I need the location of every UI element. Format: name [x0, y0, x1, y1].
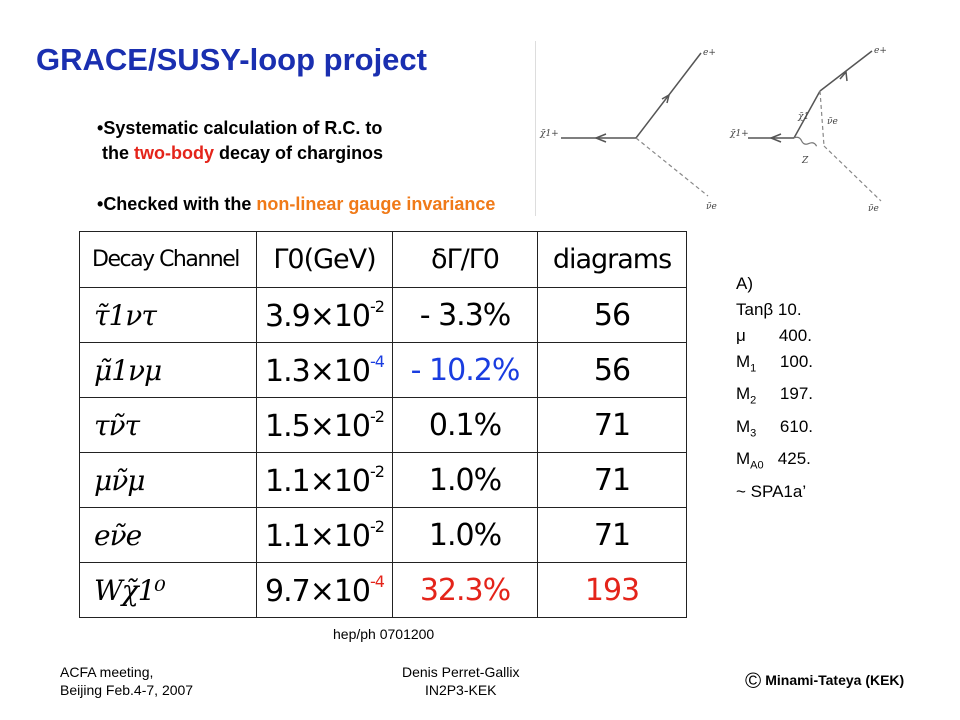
footer-center-line2: IN2P3-KEK — [424, 682, 497, 698]
param-m3-label: M — [736, 416, 751, 436]
param-ma0-value: 425. — [763, 449, 811, 469]
table-row — [80, 563, 687, 618]
label-snu-1: ν̃e — [706, 202, 717, 212]
param-m1 — [736, 349, 813, 381]
sneutrino-internal — [820, 91, 824, 146]
cell-gamma — [257, 453, 393, 508]
gamma-exponent: -2 — [370, 461, 384, 481]
footer-left — [60, 663, 193, 699]
sneutrino-line-2 — [824, 146, 881, 201]
param-mu: μ 400. — [736, 326, 812, 345]
table-row — [80, 288, 687, 343]
header-dgamma: δΓ/Γ0 — [393, 232, 538, 288]
gamma-mantissa: 1.1×10 — [265, 518, 371, 554]
parameter-list — [736, 271, 813, 505]
cell-dgamma: - 3.3% — [393, 288, 538, 343]
bullet-2: •Checked with the non-linear gauge invariance — [97, 194, 496, 214]
copyright-icon: © — [745, 668, 762, 693]
feynman-diagrams — [535, 41, 887, 216]
cell-dgamma: 32.3% — [393, 563, 538, 618]
slide-title: GRACE/SUSY-loop project — [36, 42, 427, 77]
table-header-row — [80, 232, 687, 288]
bullet-1: •Systematic calculation of R.C. to — [97, 118, 383, 138]
param-ma0 — [736, 446, 813, 478]
table-row — [80, 508, 687, 563]
cell-dgamma: 1.0% — [393, 508, 538, 563]
cell-channel: τ̃1ντ — [80, 288, 257, 343]
label-chargino-1: χ̃1+ — [540, 129, 559, 139]
gamma-mantissa: 1.3×10 — [265, 353, 371, 389]
param-ma0-label: M — [736, 449, 751, 469]
param-m1-value: 100. — [756, 352, 813, 371]
table-row — [80, 343, 687, 398]
header-gamma: Γ0(GeV) — [257, 232, 393, 288]
cell-dgamma: - 10.2% — [393, 343, 538, 398]
gamma-mantissa: 3.9×10 — [265, 298, 371, 334]
cell-diagrams: 56 — [538, 288, 687, 343]
cell-channel: eν̃e — [80, 508, 257, 563]
header-channel: Decay Channel — [80, 232, 257, 288]
bullet-list — [97, 116, 495, 217]
cell-diagrams: 56 — [538, 343, 687, 398]
gamma-exponent: -4 — [370, 571, 384, 591]
gamma-exponent: -2 — [370, 406, 384, 426]
label-snu-internal: ν̃e — [827, 117, 838, 127]
cell-gamma — [257, 563, 393, 618]
param-m2-label: M — [736, 384, 751, 404]
param-m2 — [736, 381, 813, 413]
header-diagrams: diagrams — [538, 232, 687, 288]
param-m1-sub: 1 — [750, 362, 757, 375]
bullet-spacer — [97, 166, 495, 192]
param-m3-sub: 3 — [750, 427, 757, 440]
cell-diagrams: 193 — [538, 563, 687, 618]
label-chargino-loop: χ̃1 — [798, 112, 810, 122]
bullet-1-text: Systematic calculation of R.C. to — [103, 118, 383, 138]
cell-channel: Wχ̃1⁰ — [80, 563, 257, 618]
param-m2-value: 197. — [756, 384, 813, 404]
label-chargino-2: χ̃1+ — [730, 129, 749, 139]
reference-text: hep/ph 0701200 — [333, 626, 435, 642]
bullet-1-cont-post: decay of charginos — [214, 143, 384, 163]
param-m1-label: M — [736, 352, 751, 371]
cell-gamma — [257, 398, 393, 453]
param-ma0-sub: A0 — [750, 459, 764, 472]
z-boson-line — [793, 136, 817, 148]
cell-diagrams: 71 — [538, 508, 687, 563]
param-m3 — [736, 414, 813, 446]
gamma-mantissa: 1.5×10 — [265, 408, 371, 444]
footer-right-text: Minami-Tateya (KEK) — [765, 672, 905, 688]
feynman-diagrams-svg — [536, 41, 887, 216]
param-spa: ~ SPA1a’ — [736, 481, 807, 501]
param-heading: A) — [736, 274, 753, 293]
cell-channel: μν̃μ — [80, 453, 257, 508]
param-m2-sub: 2 — [750, 394, 757, 407]
footer-left-line2: Beijing Feb.4-7, 2007 — [60, 682, 194, 698]
gamma-exponent: -2 — [370, 296, 384, 316]
sneutrino-line-1 — [636, 138, 708, 196]
label-e-plus-1: e+ — [703, 48, 716, 58]
bullet-1-cont — [97, 141, 495, 166]
table-row — [80, 453, 687, 508]
footer-center-line1: Denis Perret-Gallix — [402, 664, 520, 680]
gamma-exponent: -2 — [370, 516, 384, 536]
cell-diagrams: 71 — [538, 453, 687, 508]
param-m3-value: 610. — [756, 416, 813, 436]
cell-diagrams: 71 — [538, 398, 687, 453]
highlight-two-body: two-body — [134, 143, 215, 163]
table-row — [80, 398, 687, 453]
label-snu-2: ν̃e — [868, 204, 879, 214]
gamma-mantissa: 1.1×10 — [265, 463, 371, 499]
cell-channel: μ̃1νμ — [80, 343, 257, 398]
gamma-mantissa: 9.7×10 — [265, 573, 371, 609]
cell-dgamma: 0.1% — [393, 398, 538, 453]
bullet-1-cont-pre: the — [102, 143, 135, 163]
label-e-plus-2: e+ — [874, 46, 887, 56]
footer-left-line1: ACFA meeting, — [60, 664, 154, 680]
cell-gamma — [257, 343, 393, 398]
cell-dgamma: 1.0% — [393, 453, 538, 508]
footer-right — [745, 668, 904, 694]
param-tanb: Tanβ 10. — [736, 300, 802, 319]
highlight-gauge: non-linear gauge invariance — [256, 194, 496, 214]
cell-gamma — [257, 288, 393, 343]
gamma-exponent: -4 — [370, 351, 384, 371]
label-z: Z — [802, 156, 809, 166]
decay-table — [79, 231, 687, 618]
footer-center — [402, 663, 519, 699]
cell-gamma — [257, 508, 393, 563]
bullet-2-text: Checked with the — [103, 194, 257, 214]
cell-channel: τν̃τ — [80, 398, 257, 453]
